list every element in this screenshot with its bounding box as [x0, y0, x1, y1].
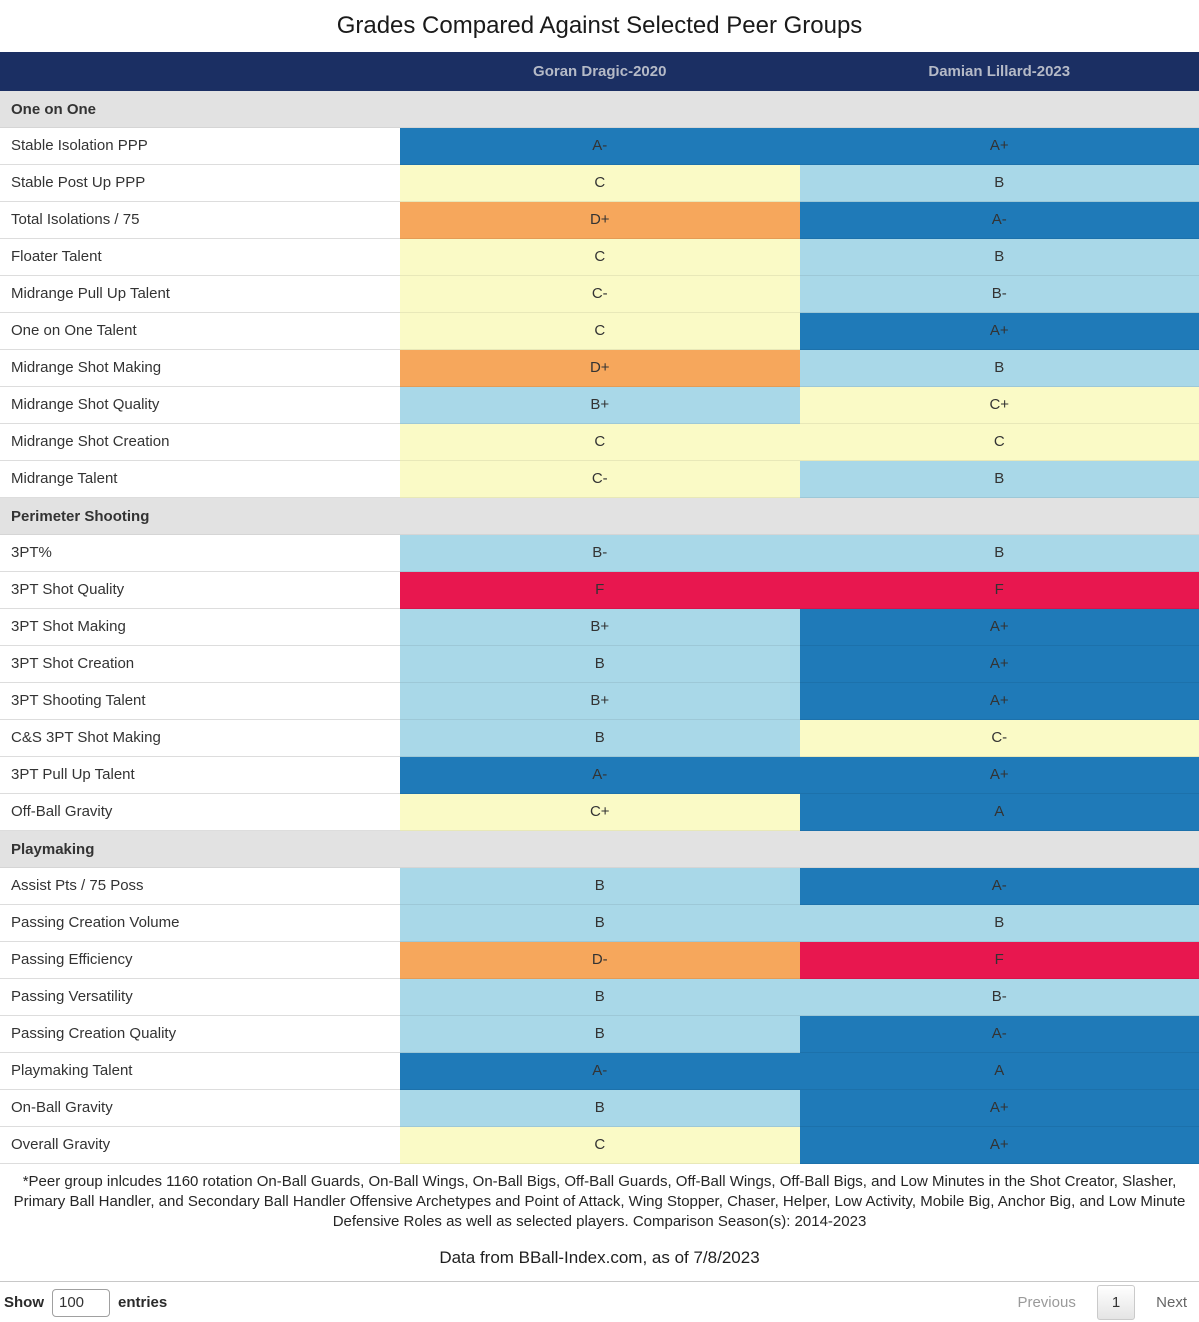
- grade-cell: B+: [400, 683, 800, 720]
- entries-label: entries: [118, 1294, 168, 1311]
- metric-label: One on One Talent: [0, 313, 400, 350]
- grade-cell: A+: [800, 757, 1199, 794]
- table-row: [0, 1016, 1199, 1053]
- metric-label: Midrange Shot Creation: [0, 424, 400, 461]
- page-title: Grades Compared Against Selected Peer Groups: [336, 12, 863, 39]
- section-header-row: [0, 498, 1199, 535]
- grade-cell: B: [800, 350, 1199, 387]
- table-row: [0, 1090, 1199, 1127]
- grade-cell: A-: [400, 128, 800, 165]
- grade-cell: B: [400, 720, 800, 757]
- table-row: [0, 535, 1199, 572]
- player1-column-header[interactable]: Goran Dragic-2020: [533, 63, 667, 80]
- grade-cell: B: [800, 239, 1199, 276]
- grade-cell: A-: [800, 1016, 1199, 1053]
- grade-cell: B: [400, 905, 800, 942]
- table-row: [0, 165, 1199, 202]
- table-row: [0, 609, 1199, 646]
- page-length-input[interactable]: [52, 1289, 110, 1317]
- table-row: [0, 424, 1199, 461]
- grade-cell: B: [400, 868, 800, 905]
- grade-cell: B+: [400, 387, 800, 424]
- grade-cell: F: [800, 942, 1199, 979]
- data-source-note: Data from BBall-Index.com, as of 7/8/2023: [439, 1248, 760, 1267]
- grade-cell: C: [400, 424, 800, 461]
- length-control: [4, 1289, 167, 1317]
- page-1-button[interactable]: 1: [1097, 1285, 1135, 1320]
- grade-cell: C: [400, 313, 800, 350]
- grade-cell: C: [400, 165, 800, 202]
- grades-table-body: [0, 91, 1199, 1164]
- section-header-row: [0, 91, 1199, 128]
- metric-label: 3PT Shot Creation: [0, 646, 400, 683]
- metric-label: Midrange Shot Making: [0, 350, 400, 387]
- metric-label: Assist Pts / 75 Poss: [0, 868, 400, 905]
- grade-cell: F: [400, 572, 800, 609]
- grade-cell: B: [400, 1090, 800, 1127]
- metric-label: Passing Versatility: [0, 979, 400, 1016]
- table-row: [0, 202, 1199, 239]
- table-row: [0, 128, 1199, 165]
- metric-label: Overall Gravity: [0, 1127, 400, 1164]
- metric-label: Passing Creation Volume: [0, 905, 400, 942]
- table-row: [0, 1127, 1199, 1164]
- grade-cell: D+: [400, 202, 800, 239]
- grade-cell: A+: [800, 646, 1199, 683]
- table-row: [0, 683, 1199, 720]
- grade-cell: C-: [800, 720, 1199, 757]
- metric-label: Total Isolations / 75: [0, 202, 400, 239]
- show-label: Show: [4, 1294, 44, 1311]
- grade-cell: C-: [400, 461, 800, 498]
- table-row: [0, 1053, 1199, 1090]
- previous-button[interactable]: Previous: [1017, 1294, 1076, 1311]
- metric-label: Stable Isolation PPP: [0, 128, 400, 165]
- grade-cell: B: [800, 165, 1199, 202]
- grade-cell: B-: [800, 979, 1199, 1016]
- pagination: [1017, 1285, 1187, 1320]
- metric-label: 3PT Shooting Talent: [0, 683, 400, 720]
- grade-cell: A+: [800, 609, 1199, 646]
- section-header-row: [0, 831, 1199, 868]
- metric-label: 3PT Shot Quality: [0, 572, 400, 609]
- grade-cell: B-: [400, 535, 800, 572]
- table-row: [0, 794, 1199, 831]
- grade-cell: B: [800, 535, 1199, 572]
- metric-label: Floater Talent: [0, 239, 400, 276]
- next-button[interactable]: Next: [1156, 1294, 1187, 1311]
- grade-cell: A-: [400, 1053, 800, 1090]
- grade-cell: A+: [800, 1127, 1199, 1164]
- table-row: [0, 572, 1199, 609]
- grade-cell: B: [400, 979, 800, 1016]
- metric-label: Off-Ball Gravity: [0, 794, 400, 831]
- grade-cell: D+: [400, 350, 800, 387]
- grade-cell: A+: [800, 1090, 1199, 1127]
- metric-label: 3PT%: [0, 535, 400, 572]
- grade-cell: A+: [800, 683, 1199, 720]
- table-row: [0, 868, 1199, 905]
- grades-table: [0, 52, 1199, 1164]
- section-label: Playmaking: [11, 840, 95, 858]
- metric-label: Playmaking Talent: [0, 1053, 400, 1090]
- grade-cell: A-: [800, 868, 1199, 905]
- grade-cell: B: [800, 905, 1199, 942]
- grade-cell: A+: [800, 313, 1199, 350]
- table-header-row: [0, 52, 1199, 91]
- metric-label: Passing Creation Quality: [0, 1016, 400, 1053]
- metric-label: Midrange Talent: [0, 461, 400, 498]
- table-row: [0, 350, 1199, 387]
- metric-label: Stable Post Up PPP: [0, 165, 400, 202]
- table-row: [0, 461, 1199, 498]
- grade-cell: A-: [800, 202, 1199, 239]
- grade-cell: A: [800, 794, 1199, 831]
- section-label: Perimeter Shooting: [11, 507, 150, 525]
- table-controls-bar: [0, 1281, 1199, 1321]
- metric-label: Passing Efficiency: [0, 942, 400, 979]
- table-row: [0, 276, 1199, 313]
- grade-cell: A+: [800, 128, 1199, 165]
- grade-cell: C+: [800, 387, 1199, 424]
- grade-cell: C+: [400, 794, 800, 831]
- peer-group-footnote: *Peer group inlcudes 1160 rotation On-Ball Guards, On-Ball Wings, On-Ball Bigs, Off-Ball Guards, Off-Ball Wings, Off-Ball Bigs, and Low Minutes in the Shot Creator, Slasher, Primary Ball Handler, and Secondary Ball Handler Offensive Archetypes and Point of Attack, Wing Stopper, Chaser, Helper, Low Activity, Mobile Big, Anchor Big, and Low Minute Defensive Roles as well as selected players. Comparison Season(s): 2014-2023: [13, 1173, 1186, 1230]
- grade-cell: A: [800, 1053, 1199, 1090]
- table-row: [0, 387, 1199, 424]
- grade-cell: B: [800, 461, 1199, 498]
- table-row: [0, 942, 1199, 979]
- grade-cell: A-: [400, 757, 800, 794]
- grade-cell: B+: [400, 609, 800, 646]
- metric-label: 3PT Shot Making: [0, 609, 400, 646]
- table-row: [0, 239, 1199, 276]
- table-row: [0, 757, 1199, 794]
- table-row: [0, 313, 1199, 350]
- corner-header-cell: [0, 52, 400, 91]
- section-label: One on One: [11, 100, 97, 118]
- metric-label: Midrange Pull Up Talent: [0, 276, 400, 313]
- metric-label: C&S 3PT Shot Making: [0, 720, 400, 757]
- grade-cell: C-: [400, 276, 800, 313]
- grade-cell: B-: [800, 276, 1199, 313]
- table-row: [0, 905, 1199, 942]
- grade-cell: C: [400, 239, 800, 276]
- grade-cell: C: [800, 424, 1199, 461]
- table-row: [0, 646, 1199, 683]
- grade-cell: B: [400, 1016, 800, 1053]
- metric-label: Midrange Shot Quality: [0, 387, 400, 424]
- grade-cell: B: [400, 646, 800, 683]
- metric-label: On-Ball Gravity: [0, 1090, 400, 1127]
- table-row: [0, 720, 1199, 757]
- grade-cell: D-: [400, 942, 800, 979]
- grade-cell: F: [800, 572, 1199, 609]
- metric-label: 3PT Pull Up Talent: [0, 757, 400, 794]
- table-row: [0, 979, 1199, 1016]
- player2-column-header[interactable]: Damian Lillard-2023: [928, 63, 1071, 80]
- grade-cell: C: [400, 1127, 800, 1164]
